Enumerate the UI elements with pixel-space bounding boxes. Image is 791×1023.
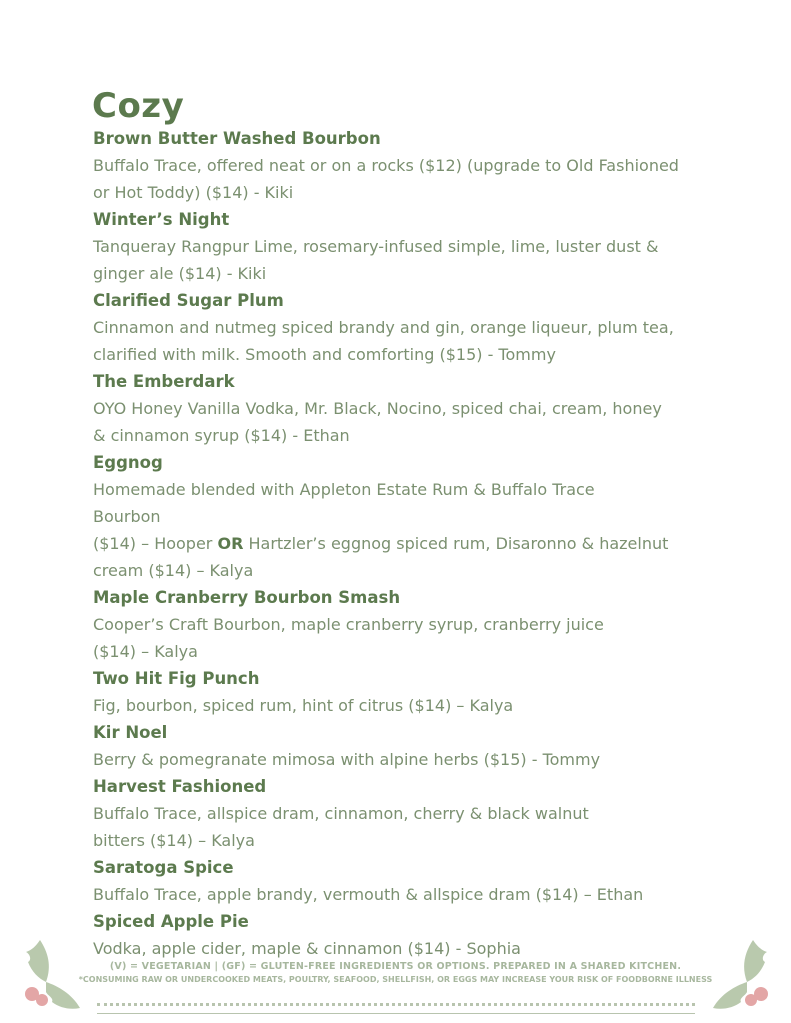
menu-item (93, 584, 713, 665)
item-description-line: OYO Honey Vanilla Vodka, Mr. Black, Nocino, spiced chai, cream, honey (93, 399, 662, 418)
item-name: Two Hit Fig Punch (93, 669, 260, 688)
menu-list (93, 125, 713, 962)
item-description-line: Vodka, apple cider, maple & cinnamon ($14) - Sophia (93, 939, 521, 958)
item-description-line: cream ($14) – Kalya (93, 561, 254, 580)
item-description-line: Tanqueray Rangpur Lime, rosemary-infused simple, lime, luster dust & (93, 237, 659, 256)
item-description-line: Cinnamon and nutmeg spiced brandy and gin, orange liqueur, plum tea, (93, 318, 674, 337)
solid-divider (97, 1013, 695, 1014)
menu-item (93, 719, 713, 773)
dotted-divider (97, 1003, 695, 1006)
item-name: The Emberdark (93, 372, 235, 391)
alt-text: Hartzler’s eggnog spiced rum, Disaronno & hazelnut (243, 534, 669, 553)
item-name: Spiced Apple Pie (93, 912, 249, 931)
menu-item (93, 665, 713, 719)
footer-legend: (V) = VEGETARIAN | (GF) = GLUTEN-FREE INGREDIENTS OR OPTIONS. PREPARED IN A SHARED KITCHEN. (109, 961, 682, 972)
item-description-line: clarified with milk. Smooth and comforting ($15) - Tommy (93, 345, 556, 364)
item-description-line: Buffalo Trace, offered neat or on a rocks ($12) (upgrade to Old Fashioned (93, 156, 679, 175)
menu-item (93, 908, 713, 962)
menu-item (93, 854, 713, 908)
item-description-line: ginger ale ($14) - Kiki (93, 264, 267, 283)
item-name: Clarified Sugar Plum (93, 291, 284, 310)
price-text: ($14) – Hooper (93, 534, 218, 553)
item-name: Saratoga Spice (93, 858, 234, 877)
item-description-line: Bourbon (93, 507, 161, 526)
menu-item (93, 125, 713, 206)
item-description-line: Cooper’s Craft Bourbon, maple cranberry syrup, cranberry juice (93, 615, 604, 634)
item-description-line: ($14) – Kalya (93, 642, 198, 661)
or-emphasis: OR (217, 534, 244, 553)
menu-item (93, 449, 713, 584)
item-description-line: bitters ($14) – Kalya (93, 831, 255, 850)
item-description-line: & cinnamon syrup ($14) - Ethan (93, 426, 350, 445)
item-description-line: Fig, bourbon, spiced rum, hint of citrus ($14) – Kalya (93, 696, 514, 715)
item-description-line: or Hot Toddy) ($14) - Kiki (93, 183, 294, 202)
item-name: Winter’s Night (93, 210, 230, 229)
item-description-line: Homemade blended with Appleton Estate Rum & Buffalo Trace (93, 480, 595, 499)
menu-item (93, 206, 713, 287)
item-description-line: Buffalo Trace, allspice dram, cinnamon, cherry & black walnut (93, 804, 589, 823)
item-name: Kir Noel (93, 723, 168, 742)
page-title: Cozy (92, 86, 185, 126)
menu-item (93, 773, 713, 854)
footer-warning: *CONSUMING RAW OR UNDERCOOKED MEATS, POULTRY, SEAFOOD, SHELLFISH, OR EGGS MAY INCREASE YOUR RISK OF FOODBORNE ILLNESS (78, 975, 713, 984)
menu-item (93, 287, 713, 368)
menu-item (93, 368, 713, 449)
item-name: Maple Cranberry Bourbon Smash (93, 588, 401, 607)
item-description-line: Buffalo Trace, apple brandy, vermouth & allspice dram ($14) – Ethan (93, 885, 644, 904)
item-description-line (93, 530, 713, 557)
item-name: Eggnog (93, 453, 163, 472)
item-description-line: Berry & pomegranate mimosa with alpine herbs ($15) - Tommy (93, 750, 601, 769)
item-name: Harvest Fashioned (93, 777, 267, 796)
item-name: Brown Butter Washed Bourbon (93, 129, 381, 148)
